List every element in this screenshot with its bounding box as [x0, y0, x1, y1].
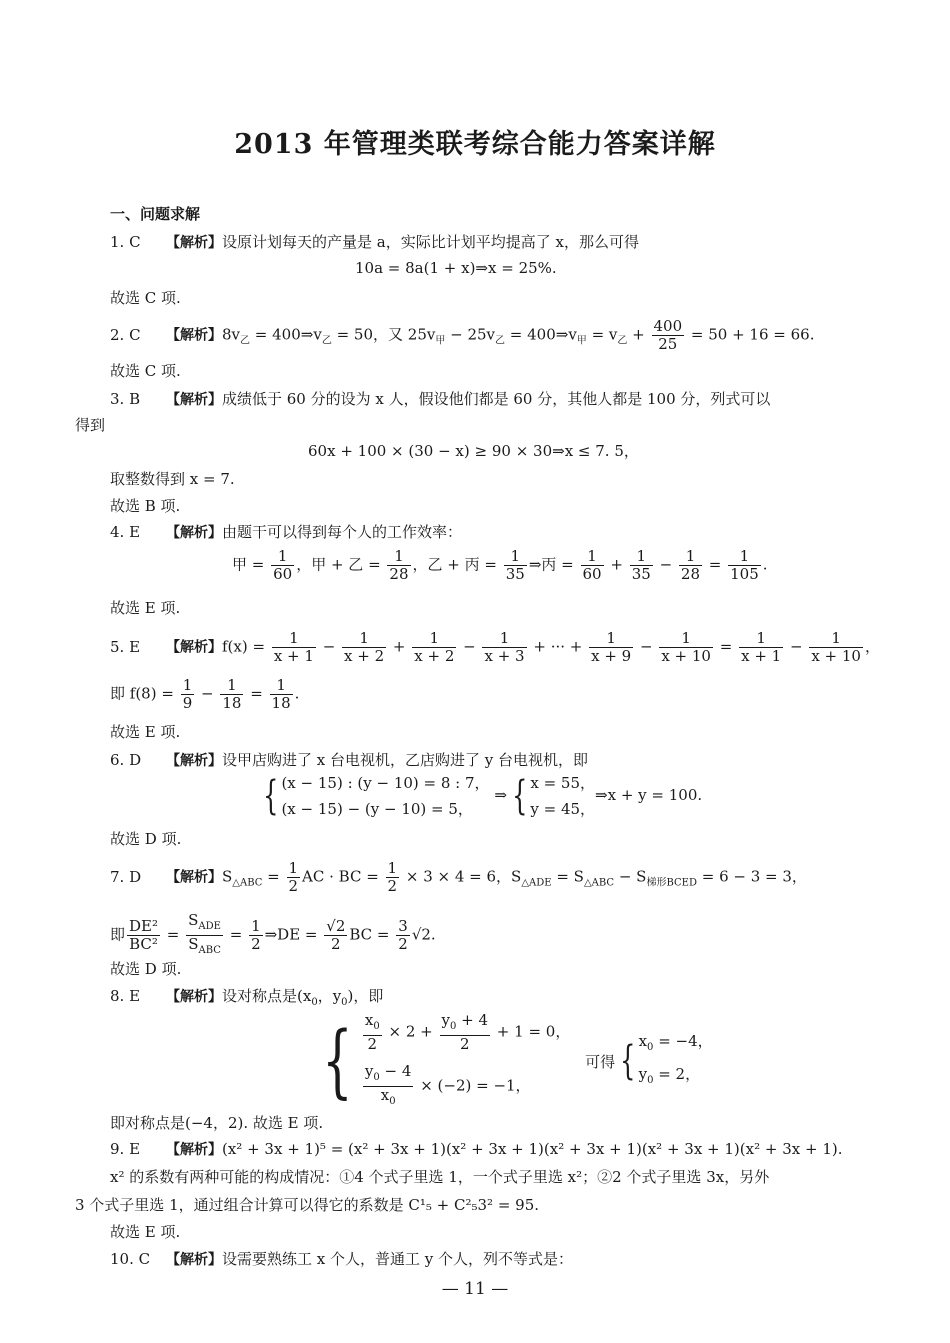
q4-number: 4. E [110, 523, 141, 541]
q7-line2: 即 $\frac{\text{DE²}}{\text{BC²}}$ = $\frac{S_{ADE}}{S_{ABC}}$ = $\frac{1}{2}$ ⇒DE = $\frac{√2}{2}$ BC = $\frac{3}{2}$ √2. [110, 912, 436, 959]
q8-eq1: $\frac{x_0}{2}$ × 2 + $\frac{y_0 + 4}{2}$ + 1 = 0， [364, 1011, 571, 1053]
q4-line [110, 521, 462, 542]
q6-results [530, 770, 595, 822]
q10-text: 设需要熟练工 x 个人，普通工 y 个人，列不等式是： [222, 1250, 574, 1268]
analysis-tag: 【解析】 [166, 235, 222, 251]
q4-text: ⇒丙 = [528, 555, 579, 574]
q4-frac: $\frac{1}{35}$ [631, 547, 651, 583]
analysis-tag: 【解析】 [166, 639, 222, 656]
q2-text: = v [586, 325, 618, 344]
q7-frac: $\frac{1}{2}$ [288, 859, 299, 895]
q2-fraction [652, 318, 685, 353]
q9-number: 9. E [110, 1140, 141, 1158]
q1-conclusion: 故选 C 项. [110, 289, 181, 307]
q1-number: 1. C [110, 233, 141, 251]
q6-system: { (x − 15) : (y − 10) = 8 : 7， (x − 15) − (y − 10) = 5， ⇒ { x = 55， y = 45， ⇒x + y = 100. [258, 770, 702, 822]
q8-text: )，即 [347, 987, 384, 1005]
q3-line [110, 388, 770, 409]
left-brace-icon: { [620, 1038, 636, 1084]
q5-frac: $\frac{1}{x + 10}$ [661, 629, 711, 665]
q6-eq2: (x − 15) − (y − 10) = 5， [281, 800, 473, 818]
q4-text: − [654, 555, 677, 574]
q7-sub: 梯形BCED [646, 877, 697, 889]
q7-frac: $\frac{1}{2}$ [251, 917, 261, 953]
q9-line2: x² 的系数有两种可能的构成情况：①4 个式子里选 1，一个式子里选 x²；②2 个式子里选 3x，另外 [110, 1168, 770, 1186]
q7-frac: $\frac{√2}{2}$ [326, 917, 346, 953]
q5-frac: $\frac{1}{x + 2}$ [344, 629, 385, 665]
q1-equation: 10a = 8a(1 + x)⇒x = 25%. [355, 259, 557, 277]
q7-frac: $\frac{1}{2}$ [387, 859, 398, 895]
left-brace-icon: { [322, 1014, 353, 1107]
q4-text: = [704, 555, 727, 574]
analysis-tag: 【解析】 [166, 989, 222, 1005]
q8-text: 设对称点是(x [222, 987, 312, 1005]
q8-r2: $y_0 = 2$， [638, 1065, 701, 1086]
q4-text: ，甲 + 乙 = [296, 555, 386, 574]
q4-frac: $\frac{1}{35}$ [505, 547, 525, 583]
q2-line [110, 318, 814, 353]
q9-text: (x² + 3x + 1)⁵ = (x² + 3x + 1)(x² + 3x + 1)(x² + 3x + 1)(x² + 3x + 1)(x² + 3x + 1). [222, 1140, 843, 1158]
q2-sub: 乙 [240, 335, 251, 347]
q7-line [110, 860, 807, 895]
q5-text: ， [864, 637, 880, 656]
q4-equation [232, 548, 768, 583]
q5-frac: $\frac{1}{x + 2}$ [414, 629, 455, 665]
q4-text: 甲 = [232, 555, 270, 574]
q5-frac: $\frac{1}{18}$ [271, 676, 291, 712]
q8-line: 8. E 【解析】设对称点是($x_0$，$y_0$)，即 [110, 987, 384, 1008]
q5-text: f(x) = [222, 637, 270, 656]
q2-text: = 50 + 16 = 66. [686, 325, 815, 344]
analysis-tag: 【解析】 [166, 753, 222, 769]
left-brace-icon: { [263, 773, 279, 819]
section-heading: 一、问题求解 [110, 205, 201, 223]
q5-line2: 即 f(8) = $\frac{1}{9}$ − $\frac{1}{18}$ = $\frac{1}{18}$ . [110, 676, 300, 712]
q5-number: 5. E [110, 637, 141, 656]
q9-line3: 3 个式子里选 1，通过组合计算可以得它的系数是 C¹₅ + C²₅3² = 95. [75, 1196, 540, 1214]
q6-equations [281, 770, 489, 822]
q6-r1: x = 55， [530, 774, 596, 792]
q2-sub: 乙 [617, 335, 628, 347]
q5-frac: $\frac{1}{x + 1}$ [741, 629, 782, 665]
q7-text: × 3 × 4 = 6，S [401, 867, 522, 886]
numerator: 400 [653, 317, 683, 335]
q6-eq1: (x − 15) : (y − 10) = 8 : 7， [281, 774, 490, 792]
q3-number: 3. B [110, 390, 141, 408]
q8-system [312, 1012, 713, 1110]
analysis-tag: 【解析】 [166, 525, 222, 541]
q5-frac: $\frac{1}{9}$ [182, 676, 193, 712]
q3-conclusion: 故选 B 项. [110, 497, 181, 515]
q8-conclusion: 即对称点是(−4，2). 故选 E 项. [110, 1114, 324, 1132]
q5-frac: $\frac{1}{x + 3}$ [484, 629, 525, 665]
left-brace-icon: { [511, 773, 528, 819]
q2-text: = 400⇒v [505, 325, 577, 344]
q2-conclusion: 故选 C 项. [110, 362, 181, 380]
q2-sub: 甲 [576, 335, 587, 347]
q5-frac: $\frac{1}{x + 1}$ [273, 629, 314, 665]
q4-text: 由题干可以得到每个人的工作效率： [222, 523, 463, 541]
q5-frac: $\frac{1}{x + 10}$ [811, 629, 861, 665]
q5-line: 5. E 【解析】f(x) = $\frac{1}{x + 1}$ − $\frac{1}{x + 2}$ + $\frac{1}{x + 2}$ − $\frac{1}{x + 3}$ + ··· + $\frac{1}{x + 9}$ − $\frac{1}{x + 10}$ = $\frac{1}{x + 1}$ − $\frac{1}{x + 10}$ ， [110, 629, 880, 665]
q7-number: 7. D [110, 867, 142, 886]
q2-text: = 400⇒v [250, 325, 322, 344]
q3-text: 成绩低于 60 分的设为 x 人，假设他们都是 60 分，其他人都是 100 分，列式可以 [222, 390, 771, 408]
q5-frac: $\frac{1}{x + 9}$ [591, 629, 632, 665]
analysis-tag: 【解析】 [166, 1252, 222, 1268]
q4-text: ，乙 + 丙 = [412, 555, 502, 574]
q9-conclusion: 故选 E 项. [110, 1223, 181, 1241]
q4-frac: $\frac{1}{105}$ [730, 547, 759, 583]
q7-conclusion: 故选 D 项. [110, 960, 182, 978]
q7-text: 即 [110, 925, 126, 944]
q3-text-cont: 得到 [75, 416, 106, 434]
q7-sub: △ADE [521, 877, 552, 889]
q6-text: ⇒x + y = 100. [595, 786, 703, 804]
q10-number: 10. C [110, 1250, 151, 1268]
q2-text: = 50，又 25v [331, 325, 436, 344]
q4-frac: $\frac{1}{28}$ [680, 547, 701, 583]
q4-text: . [762, 555, 768, 574]
q4-frac: $\frac{1}{60}$ [582, 547, 602, 583]
q8-r1: $x_0 = -4$， [638, 1032, 713, 1053]
q2-sub: 乙 [495, 335, 506, 347]
q7-text: S [222, 867, 233, 886]
q5-text: 即 f(8) = [110, 684, 179, 703]
q7-text: = [262, 867, 285, 886]
denominator: 25 [658, 335, 678, 353]
page-title: 2013 年管理类联考综合能力答案详解 [234, 129, 716, 160]
q8-text: ，y [317, 987, 342, 1005]
q9-line [110, 1139, 842, 1159]
q8-eq2: $\frac{y_0 - 4}{x_0}$ × (−2) = −1， [364, 1062, 531, 1107]
q5-conclusion: 故选 E 项. [110, 723, 181, 741]
q2-number: 2. C [110, 325, 141, 344]
q8-equations [361, 1012, 570, 1110]
q5-frac: $\frac{1}{18}$ [222, 676, 242, 712]
q2-sub: 乙 [321, 335, 332, 347]
q4-text: + [605, 555, 628, 574]
q7-frac: $\frac{3}{2}$ [398, 917, 408, 953]
q8-text: 可得 [585, 1052, 616, 1071]
q4-conclusion: 故选 E 项. [110, 599, 181, 617]
q4-frac: $\frac{1}{28}$ [389, 547, 409, 583]
q7-frac: $\frac{\text{DE²}}{\text{BC²}}$ [129, 917, 159, 953]
q2-text: 8v [222, 325, 241, 344]
analysis-tag: 【解析】 [166, 869, 222, 886]
q7-text: = S [551, 867, 584, 886]
q7-sub: △ABC [232, 877, 263, 889]
q6-conclusion: 故选 D 项. [110, 830, 182, 848]
q10-line [110, 1248, 573, 1269]
q2-text: + [627, 325, 650, 344]
q6-line [110, 749, 588, 770]
q6-text: 设甲店购进了 x 台电视机，乙店购进了 y 台电视机，即 [222, 751, 589, 769]
q7-text: = 6 − 3 = 3， [696, 867, 807, 886]
q8-number: 8. E [110, 987, 141, 1005]
q3-equation: 60x + 100 × (30 − x) ≥ 90 × 30⇒x ≤ 7. 5， [308, 442, 639, 460]
analysis-tag: 【解析】 [166, 1142, 222, 1158]
q2-text: − 25v [445, 325, 496, 344]
page-number: — 11 — [441, 1279, 509, 1299]
q7-frac: $\frac{S_{ADE}}{S_{ABC}}$ [188, 911, 221, 956]
q2-sub: 甲 [435, 335, 446, 347]
q8-results [639, 1028, 713, 1094]
q1-text: 设原计划每天的产量是 a，实际比计划平均提高了 x，那么可得 [222, 233, 639, 251]
q7-text: AC · BC = [302, 867, 384, 886]
q3-line3: 取整数得到 x = 7. [110, 470, 235, 488]
analysis-tag: 【解析】 [166, 327, 222, 344]
q6-r2: y = 45， [530, 800, 596, 818]
q6-number: 6. D [110, 751, 142, 769]
q7-text: − S [614, 867, 647, 886]
q7-sub: △ABC [583, 877, 615, 889]
analysis-tag: 【解析】 [166, 392, 222, 408]
q1-line [110, 231, 639, 252]
q4-frac: $\frac{1}{60}$ [273, 547, 293, 583]
